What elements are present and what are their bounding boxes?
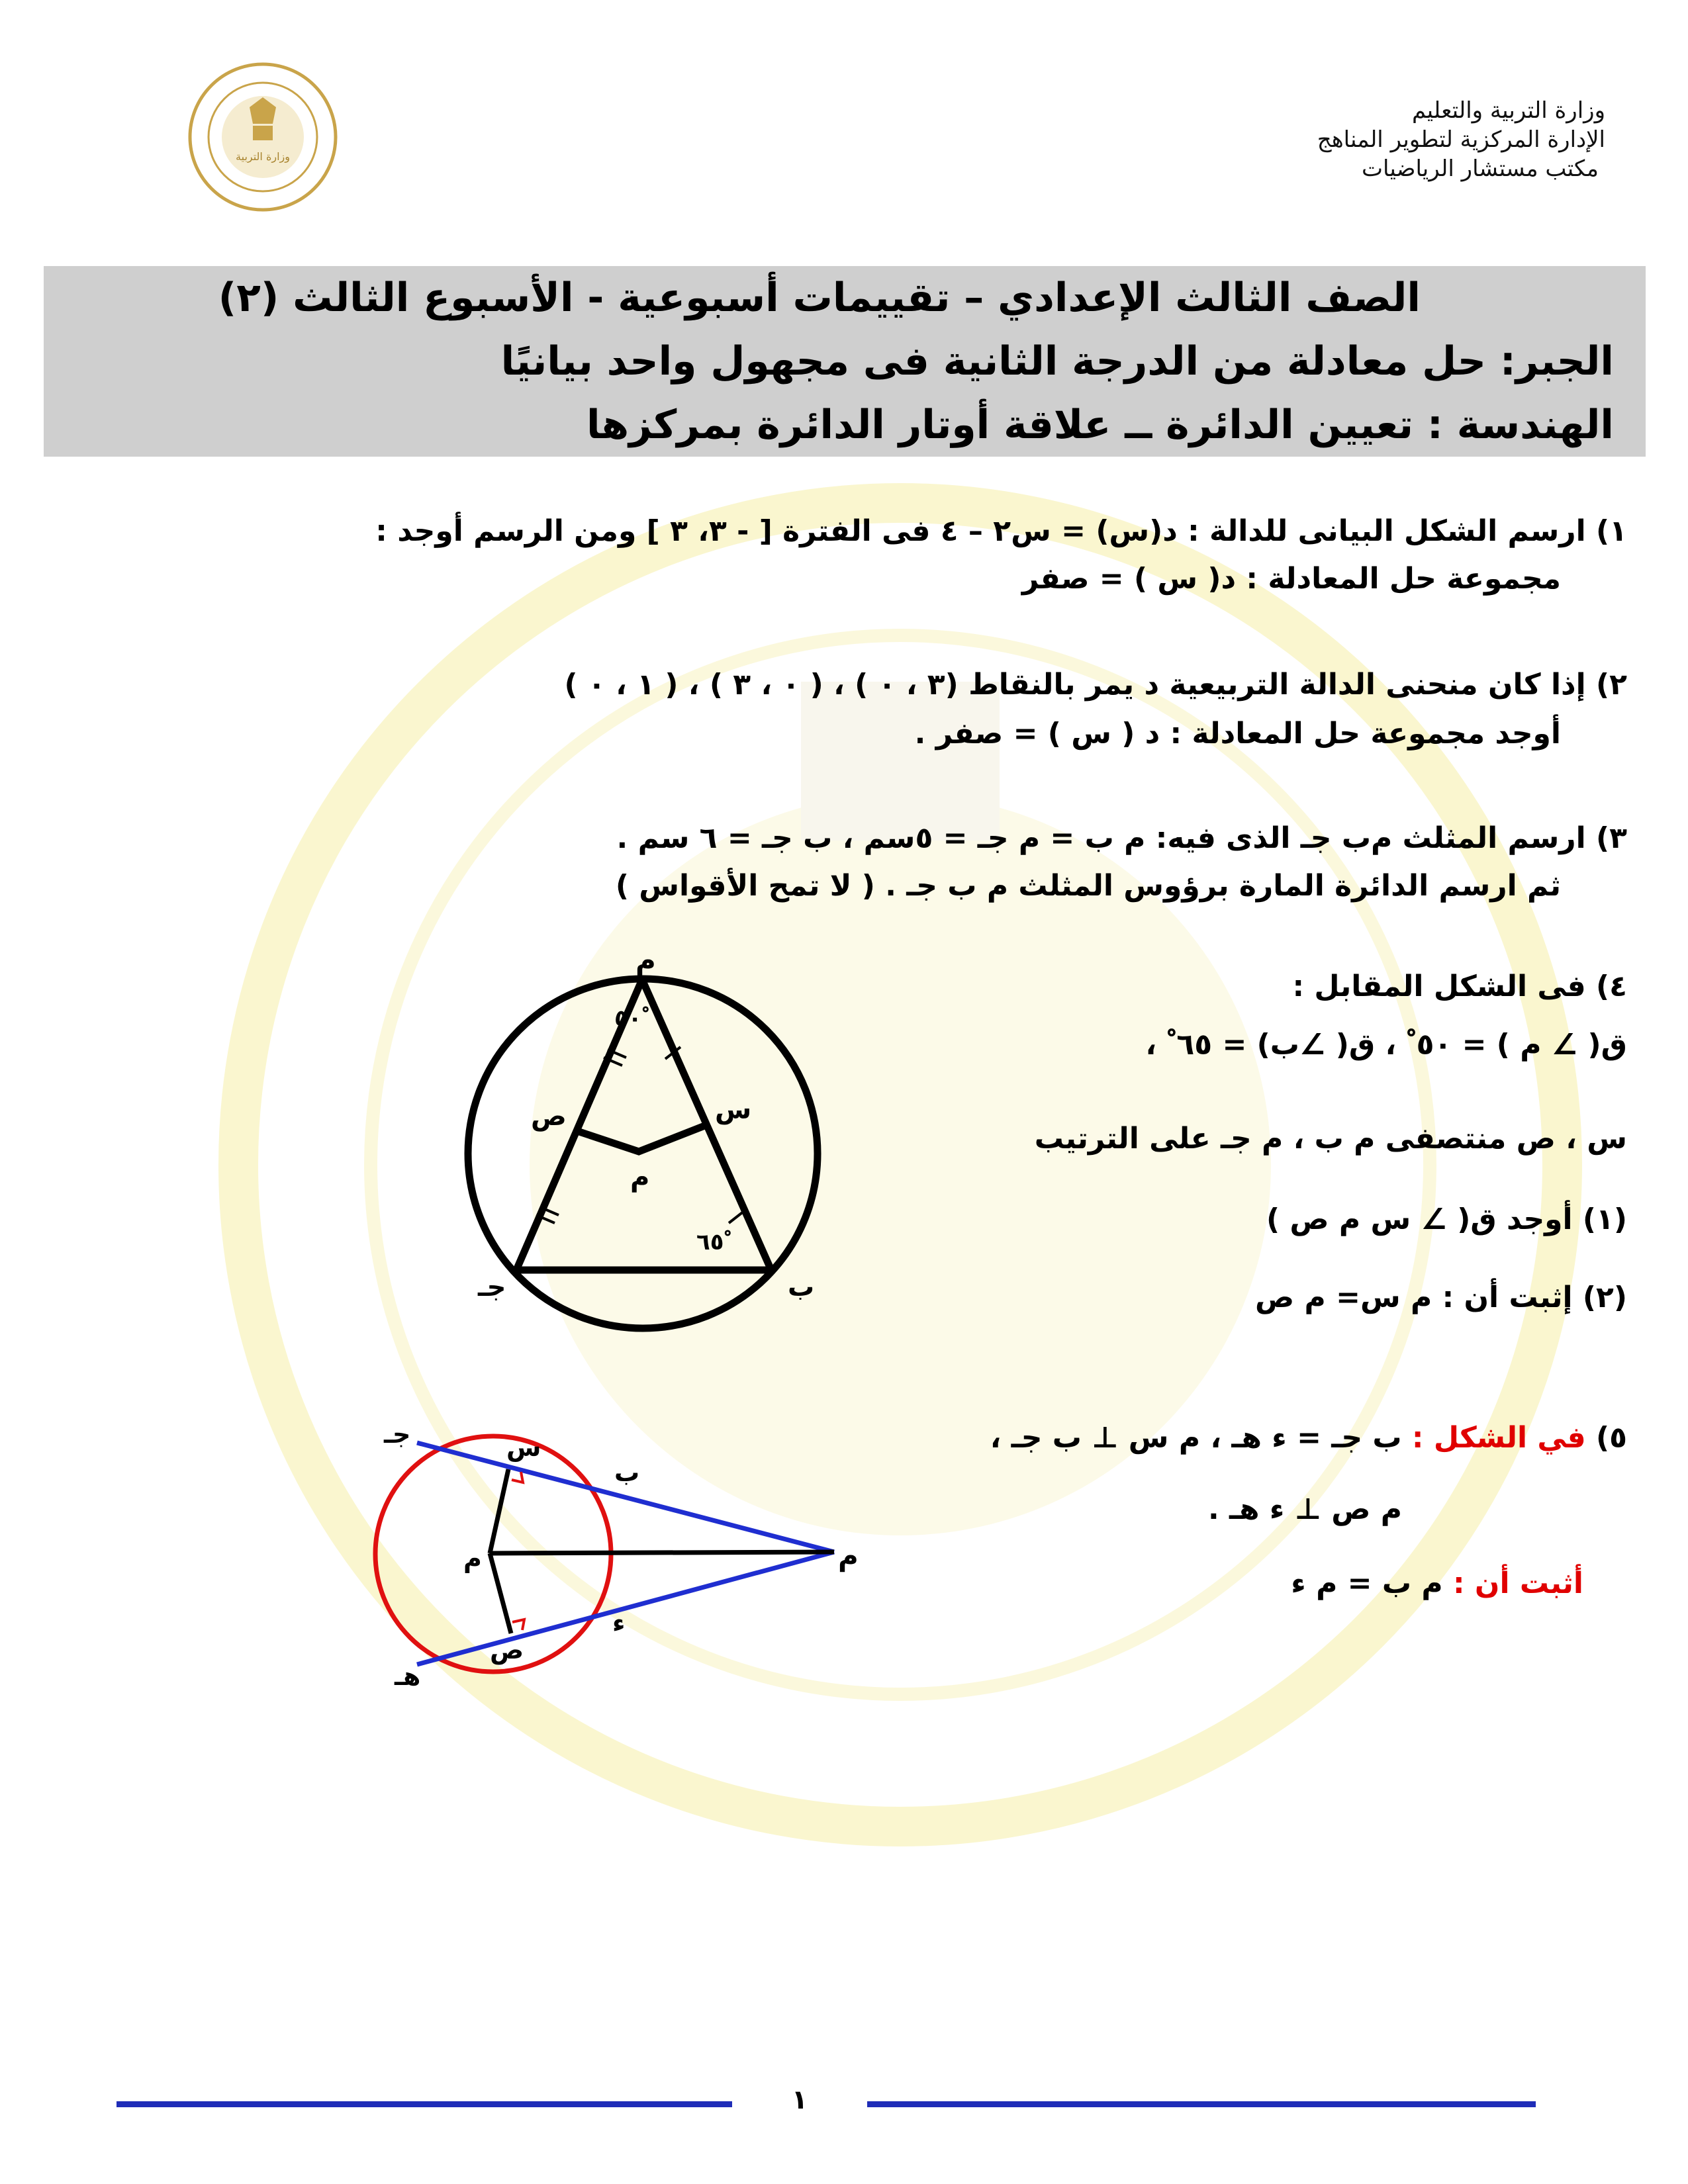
question-4-angles: ق( ∠ ﻡ ) = ٥٠ ْ ، ق( ∠ب) = ٦٥ ْ ، xyxy=(1145,1028,1627,1062)
title-grade-line: الصف الثالث الإعدادي – تقييمات أسبوعية - الأسبوع الثالث (٢) xyxy=(218,275,1421,321)
question-5-prove-label: أثبت أن : xyxy=(1452,1567,1583,1600)
q4-segments-ms-msad xyxy=(579,1125,706,1152)
q5-label-b: ب xyxy=(614,1458,640,1487)
svg-text:وزارة التربية: وزارة التربية xyxy=(236,150,290,163)
question-5-number: ٥) xyxy=(1596,1421,1627,1455)
question-5-prove-statement: ﻡ ب = ﻡ ء xyxy=(1291,1567,1443,1600)
footer-line-right xyxy=(867,2101,1536,2107)
title-band xyxy=(44,266,1646,457)
question-4-part-2: (٢) إثبت أن : م س= م ص xyxy=(1255,1281,1627,1314)
question-2-subtext: أوجد مجموعة حل المعادلة : د ( س ) = صفر . xyxy=(914,717,1561,751)
question-5-givens: ب جـ = ء هـ ، م س ⊥ ب جـ ، xyxy=(990,1421,1402,1455)
q4-label-sad: ص xyxy=(531,1101,567,1132)
q4-label-s: س xyxy=(715,1095,752,1125)
q4-label-a: ﻡ xyxy=(635,944,656,976)
q4-label-m: م xyxy=(630,1162,650,1193)
q4-angle-a: ٥٠ ْ xyxy=(614,1005,650,1032)
question-5-prove xyxy=(1291,1561,1583,1607)
question-4-text: ٤) فى الشكل المقابل : xyxy=(1292,970,1627,1003)
q5-right-angle-s xyxy=(512,1472,523,1482)
q4-label-b: ب xyxy=(788,1272,815,1302)
question-4-midpoints: س ، ص منتصفى ﻡ ب ، ﻡ جـ على الترتيب xyxy=(1034,1122,1627,1156)
q5-line-center-to-a xyxy=(490,1552,834,1553)
question-1-text: ١) ارسم الشكل البيانى للدالة : د(س) = س٢ – ٤ فى الفترة [ - ٣، ٣ ] ومن الرسم أوجد : xyxy=(375,514,1627,548)
q4-label-c: جـ xyxy=(478,1272,506,1302)
question-4-figure xyxy=(437,927,847,1337)
page-number: ١ xyxy=(791,2085,808,2115)
question-1-subtext: مجموعة حل المعادلة : د( س ) = صفر xyxy=(1021,562,1561,596)
q5-segment-ms xyxy=(490,1469,508,1553)
question-5-figure xyxy=(371,1416,874,1707)
q5-label-m: م xyxy=(463,1544,482,1573)
footer-line-left xyxy=(117,2101,732,2107)
q5-segment-msad xyxy=(490,1553,511,1633)
q5-label-d: ء xyxy=(612,1608,626,1637)
ministry-name: وزارة التربية والتعليم xyxy=(1412,97,1605,124)
question-5-text xyxy=(990,1415,1627,1461)
department-name: الإدارة المركزية لتطوير المناهج xyxy=(1317,126,1605,153)
question-4-part-1: (١) أوجد ق( ∠ س م ص ) xyxy=(1266,1203,1627,1236)
question-5-given-2: م ص ⊥ ء هـ . xyxy=(1207,1492,1402,1526)
question-3-text: ٣) ارسم المثلث ﻡب جـ الذى فيه: ﻡ ب = ﻡ جـ = ٥سم ، ب جـ = ٦ سم . xyxy=(616,821,1627,855)
question-2-text: ٢) إذا كان منحنى الدالة التربيعية د يمر بالنقاط (٣ ، ٠ ) ، ( ٠ ، ٣ ) ، ( ١ ، ٠ ) xyxy=(564,668,1627,702)
q5-right-angle-sad xyxy=(512,1619,524,1630)
q5-label-sad: ص xyxy=(490,1635,524,1664)
title-geometry-line: الهندسة : تعيين الدائرة ــ علاقة أوتار الدائرة بمركزها xyxy=(586,402,1614,448)
q5-label-h: هـ xyxy=(395,1662,421,1691)
ministry-logo xyxy=(187,61,339,213)
q5-label-c: جـ xyxy=(384,1420,411,1449)
question-3-subtext: ثم ارسم الدائرة المارة برؤوس المثلث ﻡ ب جـ . ( لا تمح الأقواس ) xyxy=(615,869,1561,903)
q4-side-ab xyxy=(642,979,771,1270)
office-name: مكتب مستشار الرياضيات xyxy=(1361,156,1599,182)
q4-angle-b: ٦٥ ْ xyxy=(696,1229,732,1255)
question-5-in-figure: في الشكل : xyxy=(1411,1421,1586,1455)
title-algebra-line: الجبر: حل معادلة من الدرجة الثانية فى مجهول واحد بيانيًا xyxy=(500,338,1614,385)
q5-label-a: ﻡ xyxy=(838,1539,859,1572)
q5-label-s: س xyxy=(506,1433,541,1462)
